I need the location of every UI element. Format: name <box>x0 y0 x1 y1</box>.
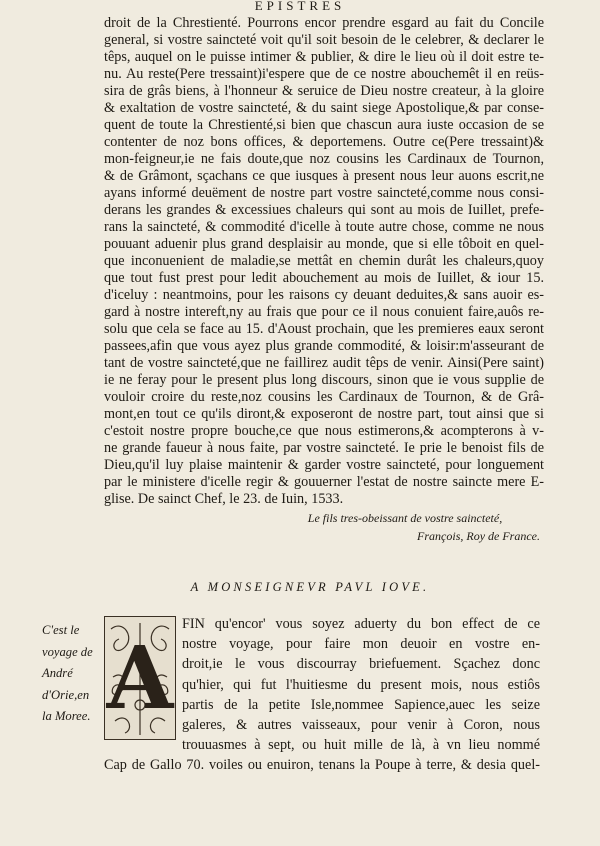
letter-body-1 <box>104 15 544 508</box>
margin-note-line: André <box>42 666 73 680</box>
text-line: Dieu,qu'il luy plaise maintenir & garder vostre saincteté, pour longuement <box>104 457 544 473</box>
text-line: vouloir croire du reste,noz cousins les Cardinaux de Tournon, & de Grâ- <box>104 389 544 405</box>
text-line: contenter de noz bons offices, & deportemens. Outre ce(Pere tressaint)& <box>104 134 544 150</box>
decorated-initial <box>104 616 176 740</box>
text-line: galeres, & autres vaisseaux, pour venir à Coron, nous <box>182 717 540 734</box>
text-line: têps, auquel on le puisse intimer & publier, & dire le lieu où il doit estre te- <box>104 49 544 65</box>
text-line: & de Grâmont, sçachans ce que iusques à present nous leur auons escrit,ne <box>104 168 544 184</box>
text-line: nu. Au reste(Pere tressaint)i'espere que de ce nostre abouchemêt il en reüs- <box>104 66 544 82</box>
margin-note-line: la Moree. <box>42 709 91 723</box>
initial-letter: A <box>106 627 174 729</box>
text-line: gard à nostre intereft,ny au frais que pour ce il nous conuient faire,auôs re- <box>104 304 544 320</box>
text-line: par le ministere d'icelle regir & gouuerner l'estat de nostre saincte mere E- <box>104 474 544 490</box>
margin-note <box>42 620 104 728</box>
text-line: droit,ie le vous discourray briefuement. Sçachez donc <box>182 656 540 673</box>
text-line: glise. De sainct Chef, le 23. de Iuin, 1533. <box>104 491 344 507</box>
text-line: mont,en tout ce qu'ils diront,& exposeront de nostre part, tout ainsi que si <box>104 406 544 422</box>
text-line: FIN qu'encor' vous soyez aduerty du bon effect de ce <box>182 616 540 632</box>
signature-line: Le fils tres-obeissant de vostre saincteté, <box>307 511 503 525</box>
running-head: EPISTRES <box>254 0 346 12</box>
text-line: que tout fust prest pour ledit abouchement au mois de Iuillet, & iour 15. <box>104 270 544 286</box>
text-line: droit de la Chrestienté. Pourrons encor prendre esgard au fait du Concile <box>104 15 544 31</box>
margin-note-line: d'Orie,en <box>42 687 90 702</box>
text-line: ie ne feray pour le present plus long discours, sinon que ie vous supplie de <box>104 372 544 388</box>
text-line: trouuasmes à sept, ou huit mille de là, à vn lieu nommé <box>182 737 540 754</box>
text-line: d'iceluy : neantmoins, pour les raisons cy deuant deduites,& sans auoir es- <box>104 287 544 303</box>
text-line: derans les grandes & excessiues chaleurs qui sont au mois de Iuillet, prefe- <box>104 202 544 218</box>
signature-block <box>270 509 540 545</box>
text-line: rans la saincteté, & commodité d'icelle à toute autre chose, comme ne nous <box>104 219 544 235</box>
text-line: general, si vostre saincteté voit qu'il soit besoin de le celebrer, & declarer le <box>104 32 544 48</box>
text-line: ayans informé deuëment de nostre part vostre saincteté,comme nous consi- <box>104 185 544 201</box>
signature-name: François, Roy de France. <box>417 529 540 543</box>
text-line: passees,afin que vous ayez plus grande commodité, & loisir:m'asseurant de <box>104 338 544 354</box>
text-line: que inconuenient de maladie,se mettât en chemin durât les chaleurs,quoy <box>104 253 544 269</box>
text-line: partis de la petite Isle,nommee Sapience,auec les seize <box>182 696 540 713</box>
margin-note-line: C'est le <box>42 623 80 637</box>
text-line: c'estoit nostre propre bouche,ce que nous estimerons,& acompterons à v- <box>104 423 544 439</box>
text-line: qu'hier, qui fut l'huitiesme du present mois, nous estiôs <box>182 676 540 693</box>
text-line: Cap de Gallo 70. voiles ou enuiron, tenans la Poupe à terre, & desia quel- <box>104 757 540 774</box>
text-line: mon-feigneur,ie ne fais doute,que noz cousins les Cardinaux de Tournon, <box>104 151 544 167</box>
text-line: nostre voyage, pour faire mon deuoir en vostre en- <box>182 636 540 653</box>
text-line: ne grande faueur à nous faite, par vostre saincteté. Ie prie le benoist fils de <box>104 440 544 456</box>
letter-body-2 <box>104 614 540 776</box>
text-line: sira de grâs biens, à l'honneur & seruice de Dieu nostre createur, à la gloire <box>104 83 544 99</box>
text-line: pouuant aduenir plus grand desplaisir au monde, que si elle tôboit en quel- <box>104 236 544 252</box>
text-line: & exaltation de vostre saincteté, & du saint siege Apostolique,& par conse- <box>104 100 544 116</box>
text-line: quent de toute la Chrestienté,si bien que chascun aura iuste occasion de se <box>104 117 544 133</box>
letter-title: A MONSEIGNEVR PAVL IOVE. <box>190 580 430 594</box>
text-line: tant de vostre saincteté,que ne faillirez audit têps de venir. Ainsi(Pere saint) <box>104 355 544 371</box>
margin-note-line: voyage de <box>42 644 93 659</box>
text-line: solu que cela se face au 15. d'Aoust prochain, que les premieres eaux seront <box>104 321 544 337</box>
